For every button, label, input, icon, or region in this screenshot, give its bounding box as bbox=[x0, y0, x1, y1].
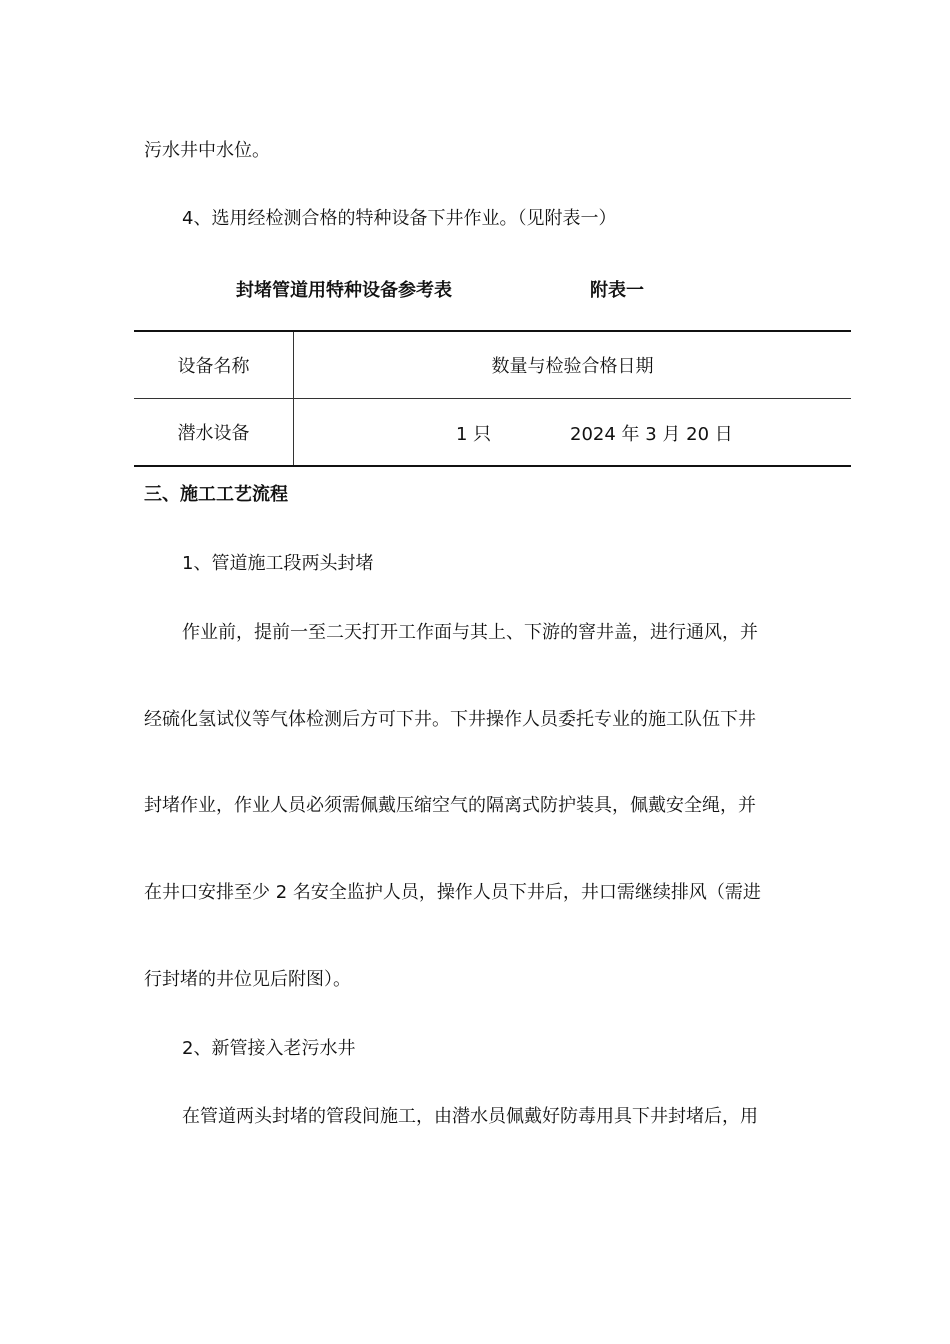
cell-quantity-date bbox=[294, 399, 852, 467]
body2-line-1: 在管道两头封堵的管段间施工，由潜水员佩戴好防毒用具下井封堵后，用 bbox=[182, 1106, 758, 1127]
table-appendix-tag: 附表一 bbox=[590, 280, 644, 301]
equipment-table bbox=[134, 330, 851, 467]
section-heading: 三、施工工艺流程 bbox=[144, 484, 288, 505]
table-row bbox=[134, 399, 851, 467]
table-title: 封堵管道用特种设备参考表 bbox=[236, 280, 452, 301]
header-quantity-date: 数量与检验合格日期 bbox=[294, 331, 852, 399]
cell-inspection-date: 2024 年 3 月 20 日 bbox=[570, 424, 733, 445]
body1-line-1: 作业前，提前一至二天打开工作面与其上、下游的窨井盖，进行通风，并 bbox=[182, 622, 758, 643]
header-equipment-name: 设备名称 bbox=[134, 331, 294, 399]
table-header-row bbox=[134, 331, 851, 399]
body1-line-2: 经硫化氢试仪等气体检测后方可下井。下井操作人员委托专业的施工队伍下井 bbox=[144, 709, 756, 730]
body1-line-3: 封堵作业，作业人员必须需佩戴压缩空气的隔离式防护装具，佩戴安全绳，并 bbox=[144, 795, 756, 816]
cell-equipment-name: 潜水设备 bbox=[134, 399, 294, 467]
subheading-2: 2、新管接入老污水井 bbox=[182, 1038, 356, 1059]
item-4-text: 4、选用经检测合格的特种设备下井作业。（见附表一） bbox=[182, 208, 617, 229]
paragraph-continuation: 污水井中水位。 bbox=[144, 140, 270, 161]
cell-quantity: 1 只 bbox=[456, 424, 492, 445]
body1-line-4: 在井口安排至少 2 名安全监护人员，操作人员下井后，井口需继续排风（需进 bbox=[144, 882, 761, 903]
body1-line-5: 行封堵的井位见后附图）。 bbox=[144, 969, 351, 990]
table-caption bbox=[0, 276, 950, 300]
subheading-1: 1、管道施工段两头封堵 bbox=[182, 553, 374, 574]
